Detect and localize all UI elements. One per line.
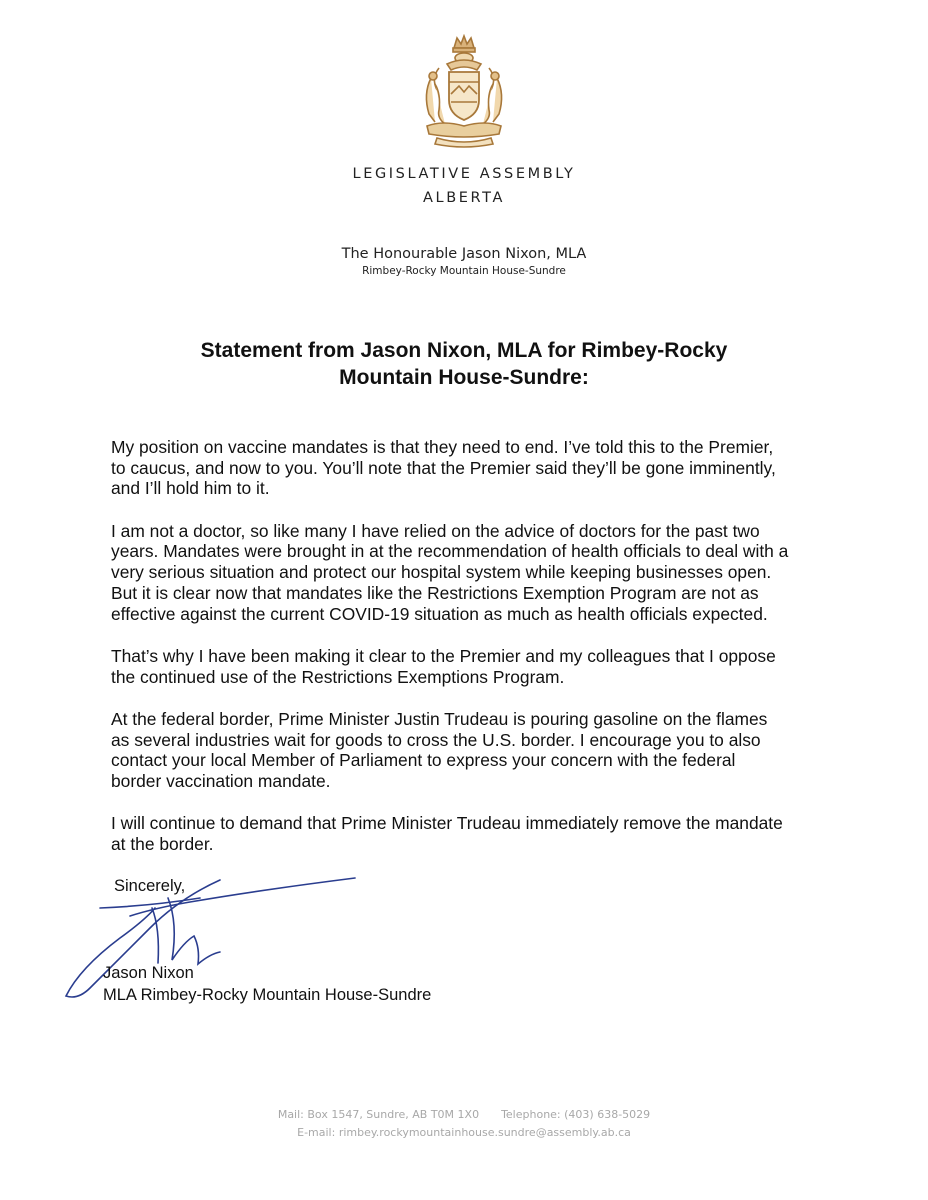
text-line: effective against the current COVID-19 situation as much as health officials expected. [111,603,768,624]
member-name: The Honourable Jason Nixon, MLA [341,246,587,262]
text-line: border vaccination mandate. [111,770,331,791]
text-line: I am not a doctor, so like many I have relied on the advice of doctors for the past two [111,520,760,541]
footer-contact [0,1108,928,1121]
province-name: ALBERTA [423,190,505,206]
text-line: at the border. [111,833,214,854]
signatory-title: MLA Rimbey-Rocky Mountain House-Sundre [103,986,432,1004]
closing-salutation: Sincerely, [114,877,186,895]
text-line: That’s why I have been making it clear to the Premier and my colleagues that I oppose [111,645,776,666]
statement-body [111,437,831,876]
text-line: At the federal border, Prime Minister Justin Trudeau is pouring gasoline on the flames [111,708,768,729]
paragraph [111,646,831,687]
paragraph [111,437,831,499]
text-line: But it is clear now that mandates like the Restrictions Exemption Program are not as [111,582,759,603]
text-line: the continued use of the Restrictions Exemptions Program. [111,666,565,687]
text-line: contact your local Member of Parliament to express your concern with the federal [111,750,736,771]
assembly-name: LEGISLATIVE ASSEMBLY [352,166,576,182]
text-line: to caucus, and now to you. You’ll note that the Premier said they’ll be gone imminently, [111,457,776,478]
text-line: and I’ll hold him to it. [111,478,270,499]
text-line: years. Mandates were brought in at the recommendation of health officials to deal with a [111,541,789,562]
text-line: as several industries wait for goods to cross the U.S. border. I encourage you to also [111,729,761,750]
email-address: E-mail: rimbey.rockymountainhouse.sundre@assembly.ab.ca [297,1126,631,1139]
statement-title-line: Statement from Jason Nixon, MLA for Rimbey-Rocky [200,339,728,362]
alberta-coat-of-arms-icon [409,34,519,148]
telephone: Telephone: (403) 638-5029 [501,1108,651,1121]
text-line: very serious situation and protect our hospital system while keeping businesses open. [111,562,772,583]
paragraph [111,521,831,625]
text-line: I will continue to demand that Prime Minister Trudeau immediately remove the mandate [111,813,783,834]
paragraph [111,813,831,854]
statement-title [110,337,818,391]
signatory-name: Jason Nixon [103,964,194,982]
text-line: My position on vaccine mandates is that they need to end. I’ve told this to the Premier, [111,437,774,457]
paragraph [111,709,831,792]
statement-title-line: Mountain House-Sundre: [339,366,589,389]
member-riding: Rimbey-Rocky Mountain House-Sundre [362,265,566,277]
mailing-address: Mail: Box 1547, Sundre, AB T0M 1X0 [277,1108,480,1121]
